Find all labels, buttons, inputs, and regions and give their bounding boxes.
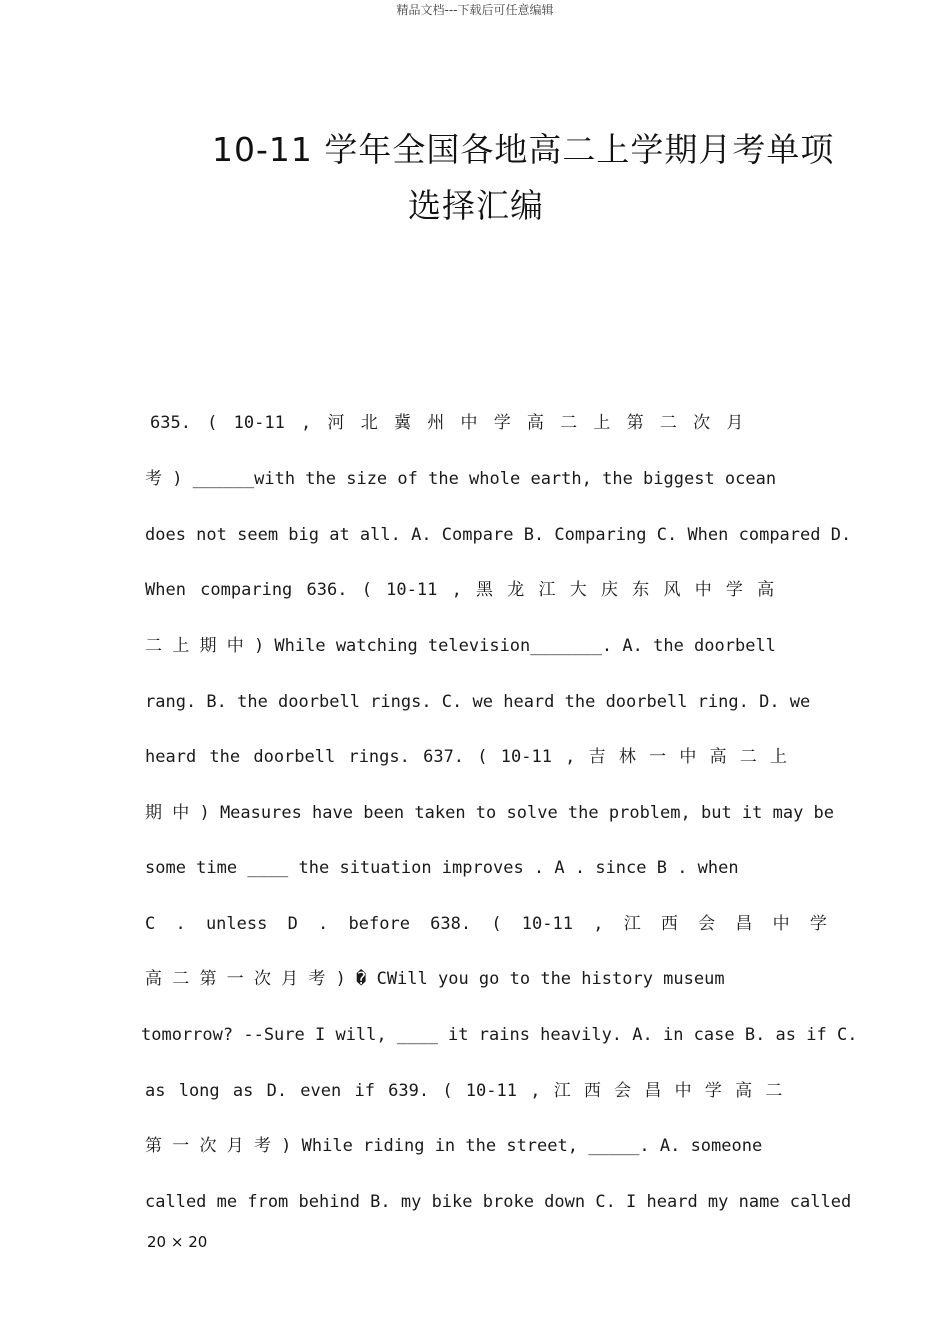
body-line: C . unless D . before 638. ( 10-11 , 江 西 会 昌 中 学 [145, 914, 827, 934]
body-line: some time ____ the situation improves . A . since B . when [145, 858, 739, 878]
body-line: 635. ( 10-11 , 河 北 冀 州 中 学 高 二 上 第 二 次 月 [150, 413, 744, 433]
body-line: as long as D. even if 639. ( 10-11 , 江 西 会 昌 中 学 高 二 [145, 1081, 783, 1101]
body-line: tomorrow? --Sure I will, ____ it rains heavily. A. in case B. as if C. [141, 1025, 858, 1045]
body-line: 考 ) ______with the size of the whole earth, the biggest ocean [145, 469, 777, 489]
body-line: 期 中 ) Measures have been taken to solve the problem, but it may be [145, 803, 835, 823]
document-title-line-2: 选择汇编 [408, 186, 544, 225]
body-line: When comparing 636. ( 10-11 , 黑 龙 江 大 庆 东 风 中 学 高 [145, 580, 775, 600]
body-line: does not seem big at all. A. Compare B. Comparing C. When compared D. [145, 525, 852, 545]
document-title-line-1: 10-11 学年全国各地高二上学期月考单项 [212, 130, 835, 169]
body-line: called me from behind B. my bike broke down C. I heard my name called [145, 1192, 852, 1212]
body-line: 二 上 期 中 ) While watching television_______. A. the doorbell [145, 636, 776, 656]
document-header: 精品文档---下载后可任意编辑 [396, 3, 554, 17]
body-line: rang. B. the doorbell rings. C. we heard the doorbell ring. D. we [145, 692, 811, 712]
body-line: 第 一 次 月 考 ) While riding in the street, _____. A. someone [145, 1136, 763, 1156]
body-line: 高 二 第 一 次 月 考 ) � CWill you go to the history museum [145, 969, 725, 989]
page-size-label: 20 × 20 [147, 1233, 208, 1251]
body-line: heard the doorbell rings. 637. ( 10-11 , 吉 林 一 中 高 二 上 [145, 747, 788, 767]
